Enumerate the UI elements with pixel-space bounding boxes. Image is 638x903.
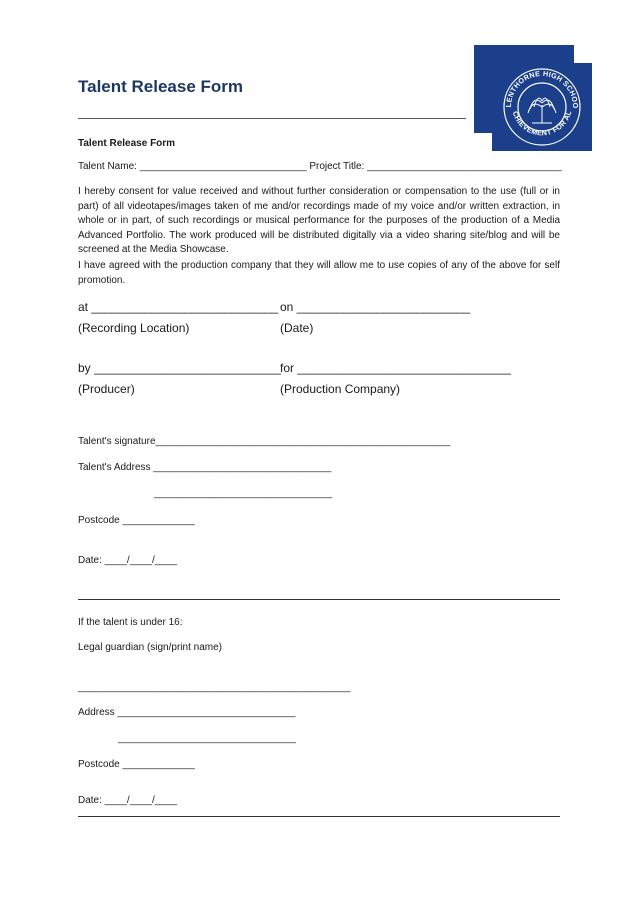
svg-text:GLENTHORNE HIGH SCHOOL: LENTHORNE HIGH SCHOO	[503, 68, 580, 109]
recording-location-field[interactable]: at ____________________________	[78, 300, 279, 314]
recording-date-field[interactable]: on __________________________	[280, 300, 471, 314]
producer-field[interactable]: by ____________________________	[78, 361, 281, 375]
production-company-field[interactable]: for ________________________________	[280, 361, 511, 375]
talent-name-project-title-line[interactable]: Talent Name: ______________________________ Project Title: ___________________________________	[78, 161, 562, 172]
svg-text:ACHIEVEMENT FOR ALL: CHIEVEMENT FOR AL	[510, 109, 574, 138]
legal-guardian-field[interactable]: _________________________________________________	[78, 682, 351, 693]
guardian-address-field[interactable]: Address ________________________________	[78, 707, 296, 718]
consent-paragraph: I hereby consent for value received and without further consideration or compensation to the use (full or in part) of all videotapes/images taken of me and/or recordings made of my voice and/or written extraction, in whole or in part, of such recordings or musical performance for the purposes of the production of a Media Advanced Portfolio. The work produced will be distributed digitally via a video sharing site/blog and will be screened at the Media Showcase.	[78, 186, 560, 256]
school-logo	[474, 45, 580, 138]
guardian-postcode-field[interactable]: Postcode _____________	[78, 759, 195, 770]
production-company-label: (Production Company)	[280, 382, 401, 396]
guardian-date-field[interactable]: Date: ____/____/____	[78, 795, 177, 806]
producer-label: (Producer)	[78, 382, 135, 396]
bottom-divider	[78, 816, 560, 817]
talent-postcode-field[interactable]: Postcode _____________	[78, 515, 195, 526]
recording-location-label: (Recording Location)	[78, 321, 190, 335]
school-crest-icon	[492, 63, 592, 151]
date-label: (Date)	[280, 321, 314, 335]
title-underline	[78, 118, 466, 119]
form-subheading: Talent Release Form	[78, 138, 176, 149]
talent-address-field[interactable]: Talent's Address ________________________________	[78, 462, 332, 473]
section-divider	[78, 599, 560, 600]
agreement-paragraph: I have agreed with the production company that they will allow me to use copies of any of the above for self promotion.	[78, 260, 560, 286]
talent-date-field[interactable]: Date: ____/____/____	[78, 555, 177, 566]
under-16-heading: If the talent is under 16:	[78, 617, 183, 628]
talent-signature-field[interactable]: Talent's signature_____________________________________________________	[78, 436, 451, 447]
talent-address-field-2[interactable]: ________________________________	[154, 488, 332, 499]
legal-guardian-label: Legal guardian (sign/print name)	[78, 642, 222, 653]
guardian-address-field-2[interactable]: ________________________________	[118, 733, 296, 744]
page-title: Talent Release Form	[78, 77, 244, 96]
